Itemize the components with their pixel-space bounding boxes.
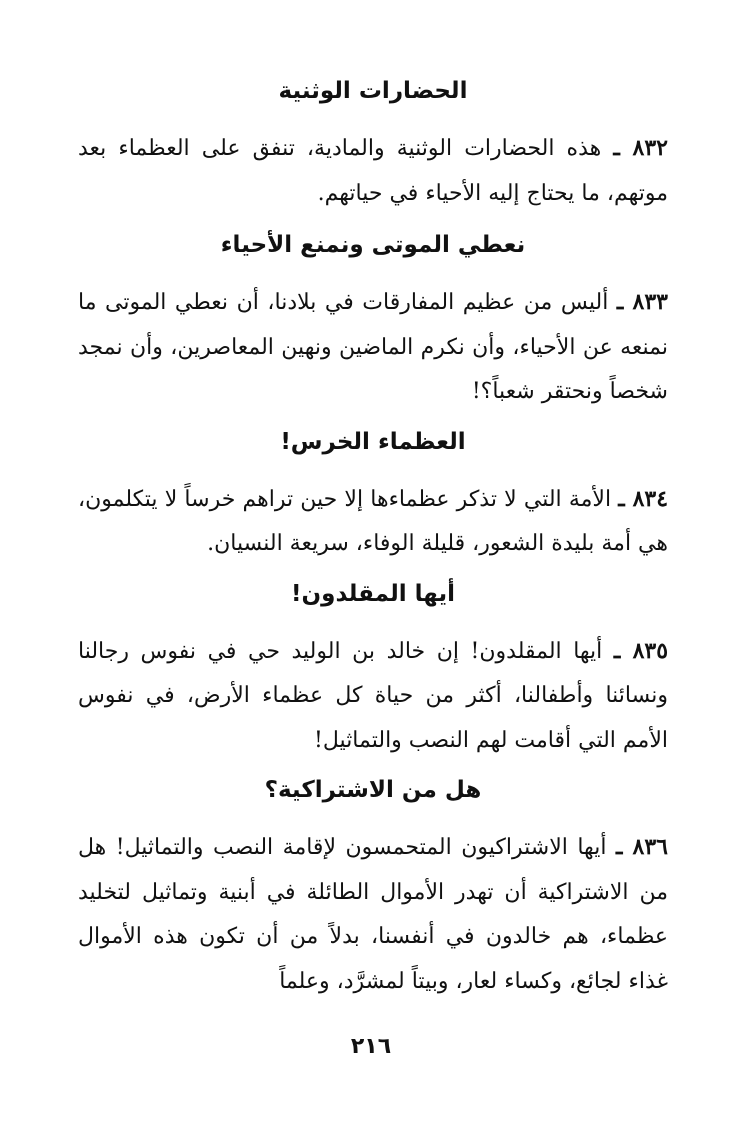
- section-heading: هل من الاشتراكية؟: [264, 777, 482, 803]
- paragraph-832: [78, 126, 668, 216]
- section-heading: الحضارات الوثنية: [278, 78, 468, 104]
- paragraph-text: هذه الحضارات الوثنية والمادية، تنفق على العظماء بعد موتهم، ما يحتاج إليه الأحياء في حياتهم.: [78, 136, 668, 206]
- entry-number: ٨٣٦ ـ: [615, 834, 668, 860]
- entry-number: ٨٣٥ ـ: [613, 637, 669, 664]
- paragraph-835: [78, 629, 668, 764]
- section-heading: أيها المقلدون!: [291, 580, 455, 607]
- paragraph-836: [78, 825, 668, 1004]
- section-heading: العظماء الخرس!: [280, 428, 466, 455]
- entry-number: ٨٣٣ ـ: [616, 289, 668, 315]
- page-number: ٢١٦: [350, 1034, 392, 1059]
- paragraph-834: [78, 477, 668, 567]
- paragraph-text: أيها المقلدون! إن خالد بن الوليد حي في نفوس رجالنا ونسائنا وأطفالنا، أكثر من حياة كل عظماء الأرض، في نفوس الأمم التي أقامت لهم النصب والتماثيل!: [78, 638, 668, 753]
- entry-number: ٨٣٤ ـ: [618, 485, 669, 512]
- section-heading: نعطي الموتى ونمنع الأحياء: [220, 232, 526, 258]
- paragraph-833: [78, 280, 668, 415]
- paragraph-text: أيها الاشتراكيون المتحمسون لإقامة النصب والتماثيل! هل من الاشتراكية أن تهدر الأموال الطائلة في أبنية وتماثيل لتخليد عظماء، هم خالدون في أنفسنا، بدلاً من أن تكون هذه الأموال غذاء لجائع، وكساء لعار، وبيتاً لمشرَّد، وعلماً: [78, 835, 668, 994]
- entry-number: ٨٣٢ ـ: [613, 135, 668, 161]
- paragraph-text: الأمة التي لا تذكر عظماءها إلا حين تراهم خرساً لا يتكلمون، هي أمة بليدة الشعور، قليلة الوفاء، سريعة النسيان.: [78, 486, 668, 556]
- book-page: [78, 74, 668, 1004]
- paragraph-text: أليس من عظيم المفارقات في بلادنا، أن نعطي الموتى ما نمنعه عن الأحياء، وأن نكرم الماضين ونهين المعاصرين، وأن نمجد شخصاً ونحتقر شعباً؟!: [78, 290, 668, 404]
